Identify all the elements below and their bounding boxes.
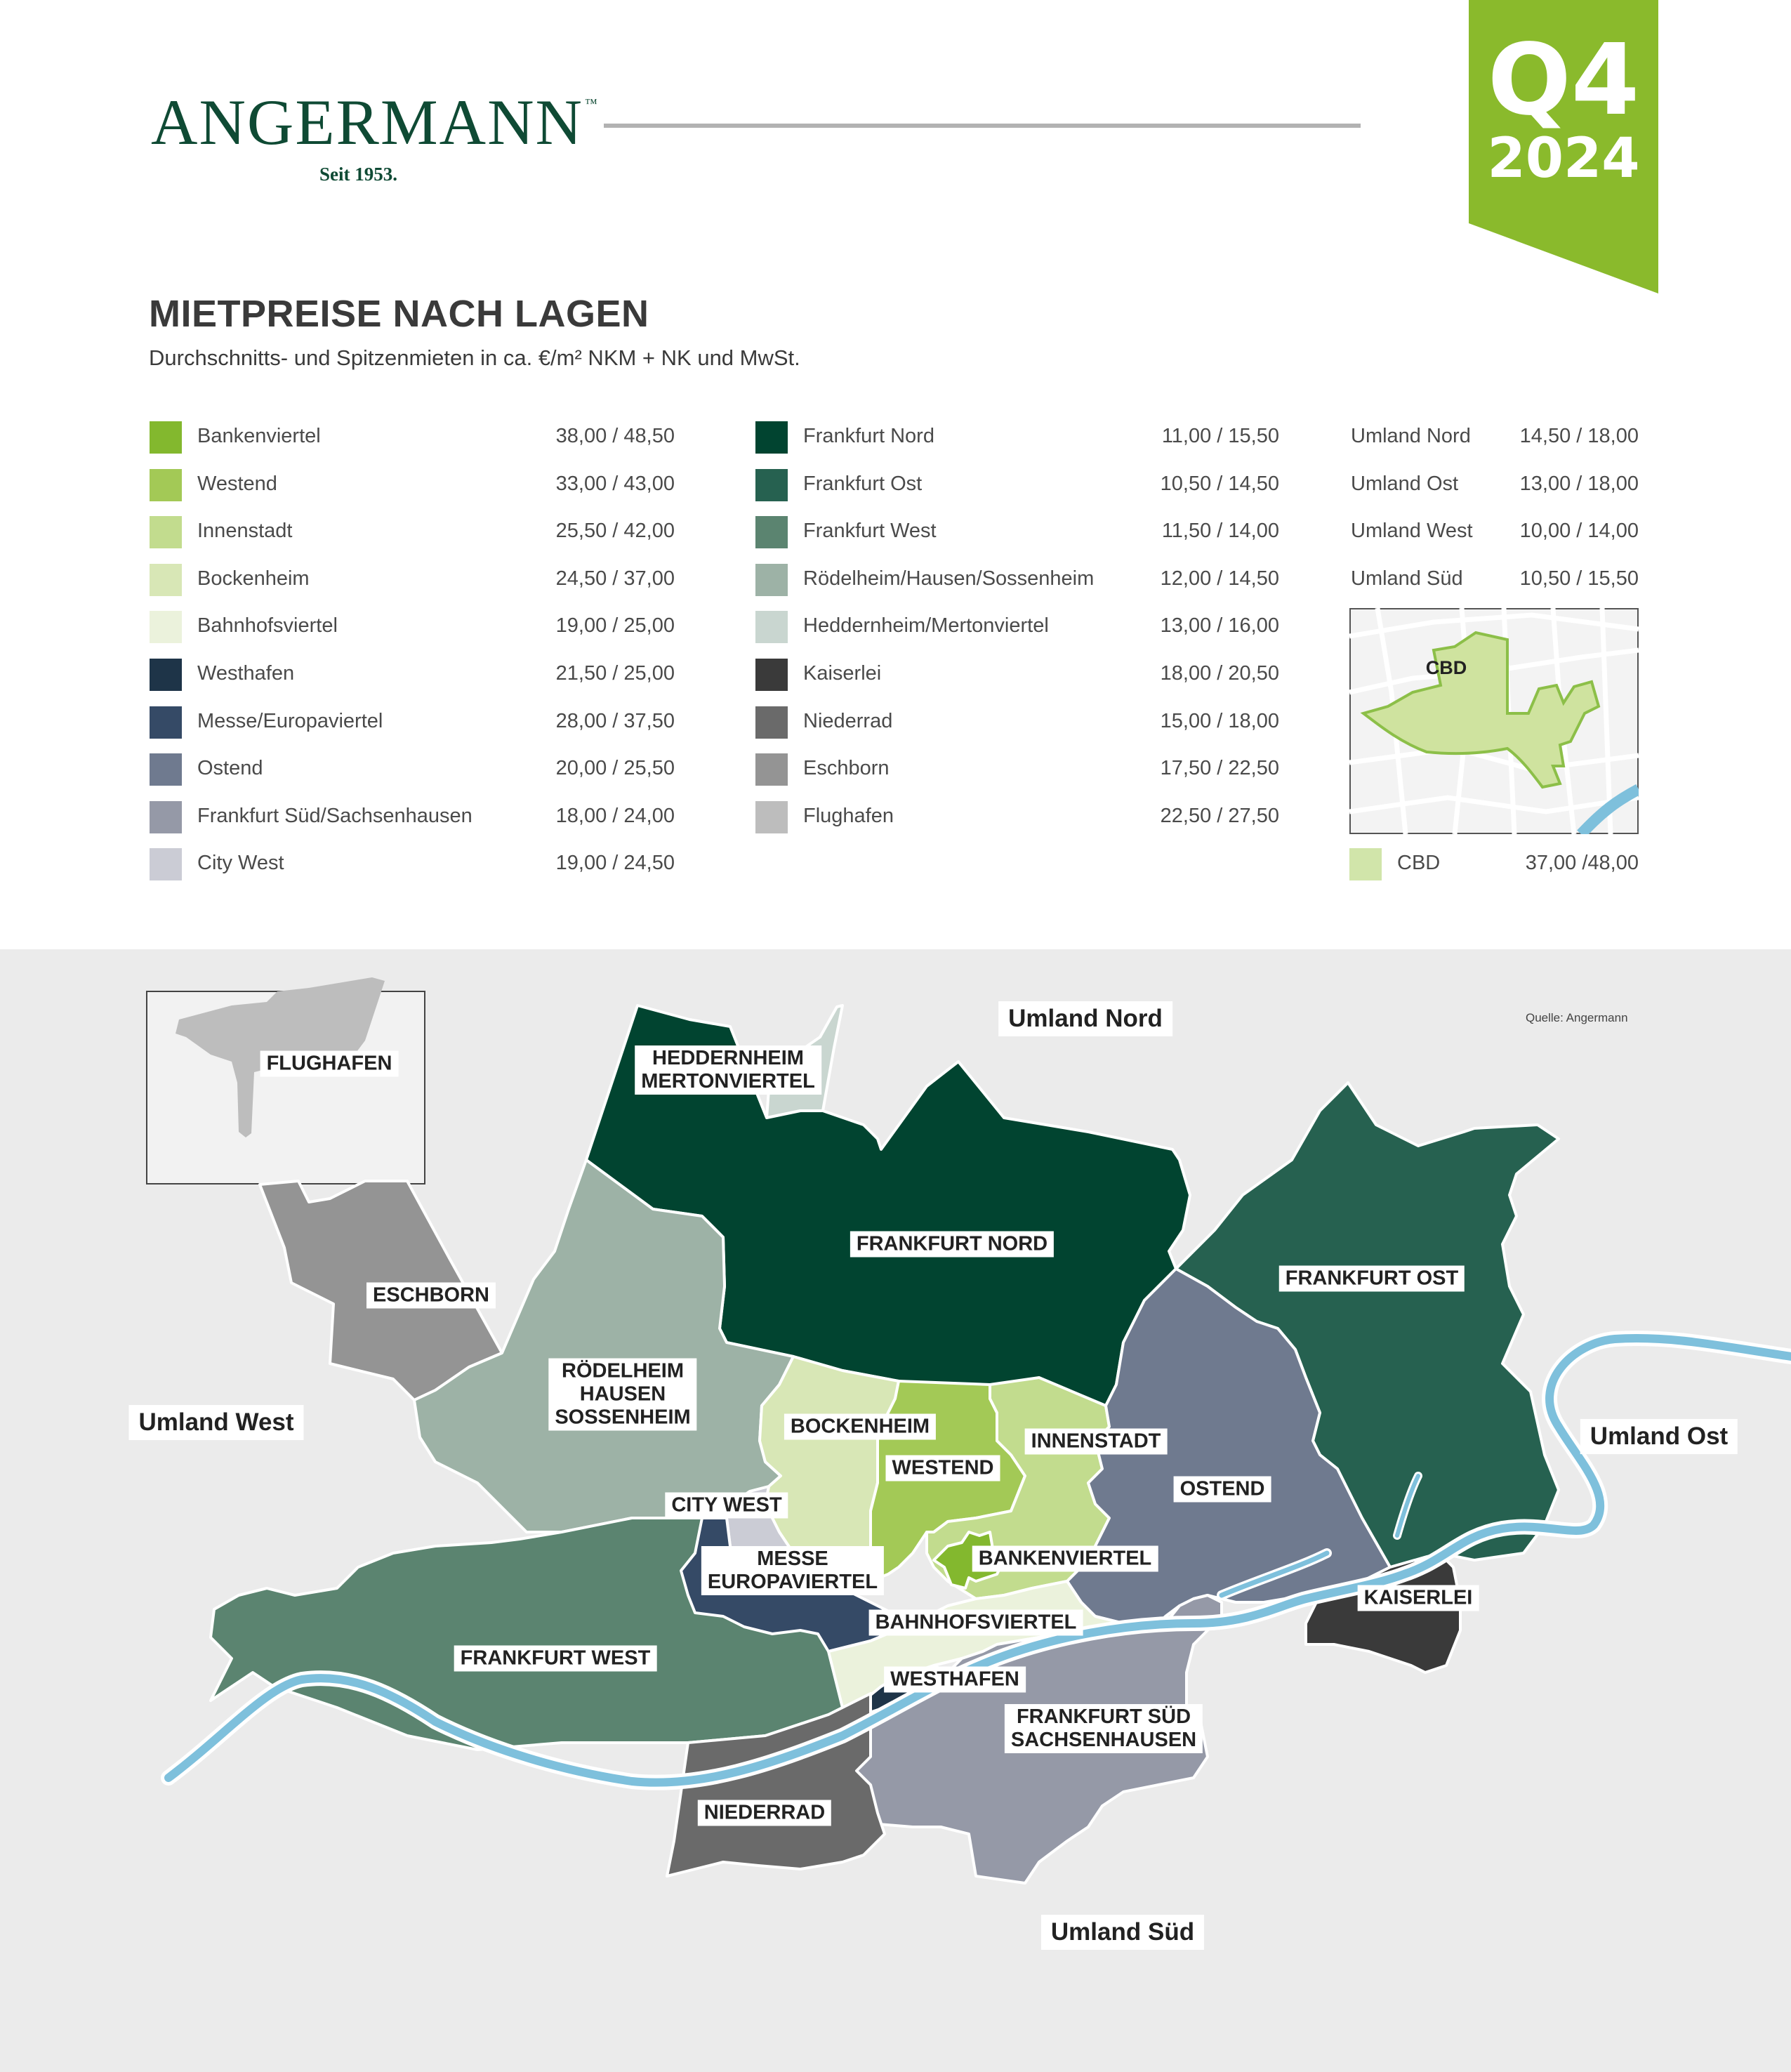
- label-eschborn: ESCHBORN: [366, 1283, 496, 1309]
- legend-swatch: [150, 659, 182, 691]
- brand-trademark: ™: [585, 96, 599, 110]
- legend-name: Frankfurt West: [803, 520, 937, 542]
- label-kaiserlei: KAISERLEI: [1358, 1585, 1479, 1611]
- cbd-inset-map: [1349, 608, 1639, 834]
- legend-value: 21,50 / 25,00: [555, 662, 675, 685]
- legend-item: [150, 469, 675, 501]
- brand-tagline: Seit 1953.: [319, 164, 397, 185]
- quarter-badge: [1469, 0, 1658, 295]
- legend-value: 11,00 / 15,50: [1161, 425, 1279, 447]
- label-westend: WESTEND: [886, 1456, 1000, 1482]
- legend-swatch: [150, 706, 182, 739]
- legend-item: [755, 706, 1279, 739]
- legend-value: 37,00 /48,00: [1525, 852, 1639, 874]
- label-messe-line2: EUROPAVIERTEL: [707, 1571, 878, 1593]
- legend-name: CBD: [1397, 852, 1441, 874]
- badge-year: 2024: [1487, 127, 1640, 190]
- legend-name: Umland Ost: [1351, 473, 1459, 495]
- legend-item: [1351, 564, 1639, 596]
- legend-value: 11,50 / 14,00: [1161, 520, 1279, 542]
- legend-swatch: [755, 421, 788, 454]
- legend-item: [755, 421, 1279, 454]
- brand-wordmark: ANGERMANN: [151, 86, 583, 158]
- legend-swatch: [150, 848, 182, 880]
- legend-name: Rödelheim/Hausen/Sossenheim: [803, 567, 1095, 590]
- label-roedelheim: [548, 1359, 696, 1431]
- label-city-west: CITY WEST: [665, 1493, 788, 1519]
- legend-name: Umland Nord: [1351, 425, 1471, 447]
- legend-value: 10,50 / 15,50: [1519, 567, 1639, 590]
- legend-name: Innenstadt: [197, 520, 293, 542]
- legend-swatch: [150, 801, 182, 833]
- label-frankfurt-west: FRANKFURT WEST: [454, 1646, 657, 1672]
- legend-item: [755, 611, 1279, 643]
- label-frankfurt-sued-line1: FRANKFURT SÜD: [1016, 1705, 1191, 1728]
- legend-name: Bankenviertel: [197, 425, 321, 447]
- label-messe: [701, 1546, 884, 1595]
- legend-name: Umland Süd: [1351, 567, 1463, 590]
- legend-swatch: [150, 421, 182, 454]
- legend-swatch: [755, 611, 788, 643]
- legend-item: [150, 848, 675, 880]
- legend-value: 20,00 / 25,50: [555, 757, 675, 779]
- legend-name: Flughafen: [803, 805, 894, 827]
- label-heddernheim: [635, 1045, 821, 1095]
- legend-name: Bockenheim: [197, 567, 310, 590]
- legend-swatch: [150, 753, 182, 786]
- legend-name: Frankfurt Süd/Sachsenhausen: [197, 805, 472, 827]
- map-source: Quelle: Angermann: [1526, 1011, 1628, 1024]
- legend-swatch: [755, 659, 788, 691]
- label-roedelheim-line1: RÖDELHEIM: [562, 1359, 684, 1383]
- legend-item: [1351, 516, 1639, 548]
- legend-item-cbd: [1349, 848, 1639, 880]
- label-frankfurt-ost: FRANKFURT OST: [1279, 1266, 1465, 1292]
- legend-value: 19,00 / 25,00: [555, 614, 675, 637]
- legend-value: 25,50 / 42,00: [555, 520, 675, 542]
- legend-item: [150, 659, 675, 691]
- legend-item: [755, 516, 1279, 548]
- legend-value: 10,00 / 14,00: [1519, 520, 1639, 542]
- label-bockenheim: BOCKENHEIM: [784, 1414, 936, 1440]
- legend-swatch: [755, 706, 788, 739]
- legend-item: [755, 564, 1279, 596]
- legend-swatch: [755, 753, 788, 786]
- legend-swatch: [755, 516, 788, 548]
- legend-item: [150, 516, 675, 548]
- legend-swatch: [150, 469, 182, 501]
- label-heddernheim-line1: HEDDERNHEIM: [652, 1047, 804, 1069]
- legend-name: Ostend: [197, 757, 263, 779]
- legend-swatch: [755, 469, 788, 501]
- legend-swatch: [755, 564, 788, 596]
- legend-value: 18,00 / 20,50: [1160, 662, 1279, 685]
- legend-item: [150, 801, 675, 833]
- legend-value: 14,50 / 18,00: [1519, 425, 1639, 447]
- legend-value: 22,50 / 27,50: [1160, 805, 1279, 827]
- label-frankfurt-sued-line2: SACHSENHAUSEN: [1010, 1729, 1197, 1751]
- legend-item: [755, 753, 1279, 786]
- legend-name: Bahnhofsviertel: [197, 614, 338, 637]
- label-ostend: OSTEND: [1174, 1477, 1271, 1503]
- label-heddernheim-line2: MERTONVIERTEL: [641, 1070, 815, 1093]
- legend-name: City West: [197, 852, 284, 874]
- legend-name: Kaiserlei: [803, 662, 882, 685]
- legend-item: [150, 753, 675, 786]
- legend-value: 10,50 / 14,50: [1160, 473, 1279, 495]
- legend-name: Frankfurt Ost: [803, 473, 923, 495]
- legend-swatch: [755, 801, 788, 833]
- header-divider: [604, 124, 1361, 128]
- label-bankenviertel: BANKENVIERTEL: [972, 1546, 1158, 1572]
- legend-value: 13,00 / 18,00: [1519, 473, 1639, 495]
- legend-value: 19,00 / 24,50: [555, 852, 675, 874]
- label-flughafen: FLUGHAFEN: [260, 1051, 399, 1077]
- legend-item: [755, 659, 1279, 691]
- label-frankfurt-sued: [1005, 1704, 1203, 1753]
- legend-value: 15,00 / 18,00: [1160, 710, 1279, 732]
- legend-value: 13,00 / 16,00: [1160, 614, 1279, 637]
- legend-name: Eschborn: [803, 757, 890, 779]
- legend-item: [755, 469, 1279, 501]
- district-map-svg: [0, 949, 1791, 2072]
- legend-name: Niederrad: [803, 710, 893, 732]
- region-umland-west: Umland West: [128, 1405, 303, 1440]
- label-bahnhofsviertel: BAHNHOFSVIERTEL: [869, 1610, 1083, 1636]
- legend-item: [150, 611, 675, 643]
- legend-name: Frankfurt Nord: [803, 425, 934, 447]
- label-roedelheim-line2: HAUSEN: [579, 1383, 666, 1406]
- page-subtitle: Durchschnitts- und Spitzenmieten in ca. €/m² NKM + NK und MwSt.: [149, 345, 800, 370]
- label-westhafen: WESTHAFEN: [884, 1667, 1026, 1693]
- legend-item: [150, 564, 675, 596]
- cbd-inset-label: CBD: [1425, 657, 1467, 678]
- label-frankfurt-nord: FRANKFURT NORD: [850, 1232, 1054, 1258]
- legend-name: Westhafen: [197, 662, 295, 685]
- legend-value: 12,00 / 14,50: [1160, 567, 1279, 590]
- label-roedelheim-line3: SOSSENHEIM: [555, 1406, 691, 1429]
- legend-item: [150, 706, 675, 739]
- page-title: MIETPREISE NACH LAGEN: [149, 293, 649, 335]
- legend-name: Messe/Europaviertel: [197, 710, 383, 732]
- badge-quarter: Q4: [1487, 23, 1640, 138]
- label-messe-line1: MESSE: [757, 1548, 828, 1570]
- label-niederrad: NIEDERRAD: [698, 1800, 831, 1826]
- legend-value: 18,00 / 24,00: [555, 805, 675, 827]
- legend-name: Umland West: [1351, 520, 1473, 542]
- legend-value: 17,50 / 22,50: [1160, 757, 1279, 779]
- legend-name: Westend: [197, 473, 277, 495]
- region-umland-ost: Umland Ost: [1580, 1419, 1738, 1454]
- legend-value: 33,00 / 43,00: [555, 473, 675, 495]
- legend-item: [755, 801, 1279, 833]
- legend-swatch: [150, 564, 182, 596]
- legend-value: 24,50 / 37,00: [555, 567, 675, 590]
- legend-swatch: [150, 611, 182, 643]
- legend-item: [150, 421, 675, 454]
- region-umland-sued: Umland Süd: [1041, 1915, 1204, 1950]
- legend-value: 28,00 / 37,50: [555, 710, 675, 732]
- legend-item: [1351, 421, 1639, 454]
- legend-value: 38,00 / 48,50: [555, 425, 675, 447]
- legend-item: [1351, 469, 1639, 501]
- brand-logo: [151, 86, 599, 158]
- region-umland-nord: Umland Nord: [998, 1001, 1172, 1036]
- label-innenstadt: INNENSTADT: [1025, 1429, 1168, 1455]
- district-map: [0, 949, 1791, 2072]
- legend-swatch: [150, 516, 182, 548]
- swatch-cbd: [1349, 848, 1382, 880]
- legend-name: Heddernheim/Mertonviertel: [803, 614, 1049, 637]
